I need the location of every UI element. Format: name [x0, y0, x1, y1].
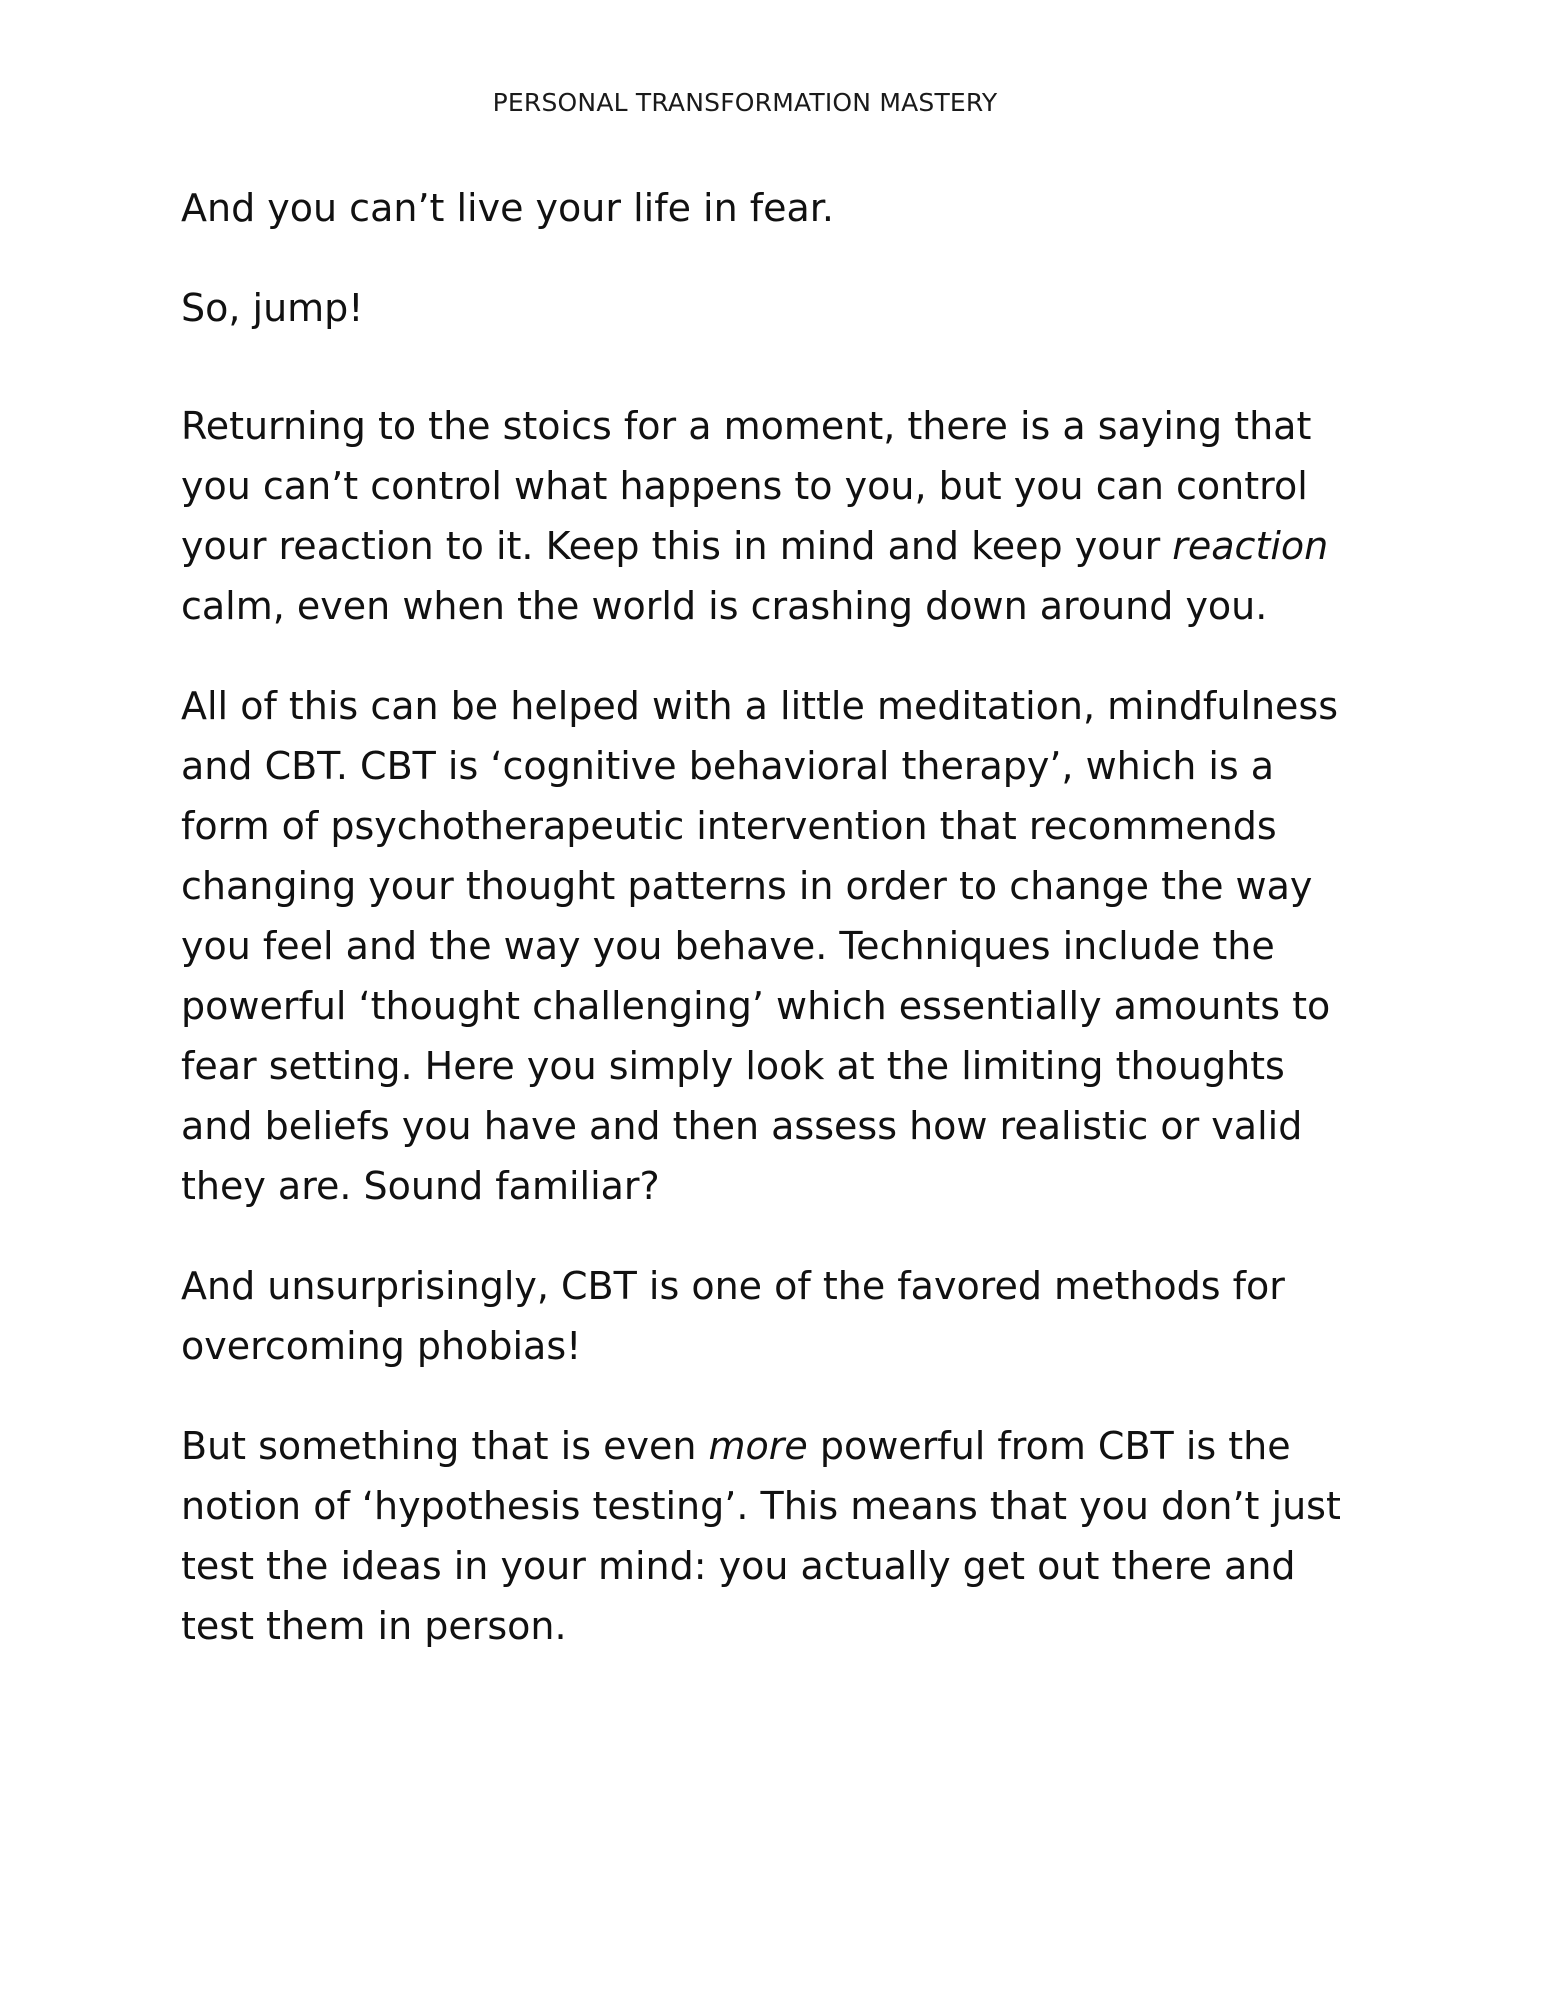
running-header: PERSONAL TRANSFORMATION MASTERY	[492, 88, 998, 117]
paragraph-stoics-text-after: calm, even when the world is crashing down around you.	[181, 584, 1268, 628]
paragraph-stoics-emphasis: reaction	[1172, 524, 1329, 568]
paragraph-stoics	[181, 396, 1361, 636]
paragraph-stoics-text-before: Returning to the stoics for a moment, there is a saying that you can’t control what happens to you, but you can control your reaction to it. Keep this in mind and keep your	[181, 404, 1312, 568]
paragraph-phobias: And unsurprisingly, CBT is one of the favored methods for overcoming phobias!	[181, 1264, 1285, 1368]
body-text	[181, 178, 1361, 1696]
paragraph-hypothesis-text-after: powerful from CBT is the notion of ‘hypothesis testing’. This means that you don’t just test the ideas in your mind: you actually get out there and test them in person.	[181, 1424, 1341, 1648]
paragraph-hypothesis-emphasis: more	[708, 1424, 808, 1468]
paragraph-jump: So, jump!	[181, 286, 364, 330]
paragraph-cbt: All of this can be helped with a little meditation, mindfulness and CBT. CBT is ‘cognitive behavioral therapy’, which is a form of psychotherapeutic intervention that recommends changing your thought patterns in order to change the way you feel and the way you behave. Techniques include the powerful ‘thought challenging’ which essentially amounts to fear setting. Here you simply look at the limiting thoughts and beliefs you have and then assess how realistic or valid they are. Sound familiar?	[181, 684, 1339, 1208]
paragraph-hypothesis	[181, 1416, 1361, 1656]
paragraph-hypothesis-text-before: But something that is even	[181, 1424, 709, 1468]
paragraph-fear: And you can’t live your life in fear.	[181, 186, 835, 230]
